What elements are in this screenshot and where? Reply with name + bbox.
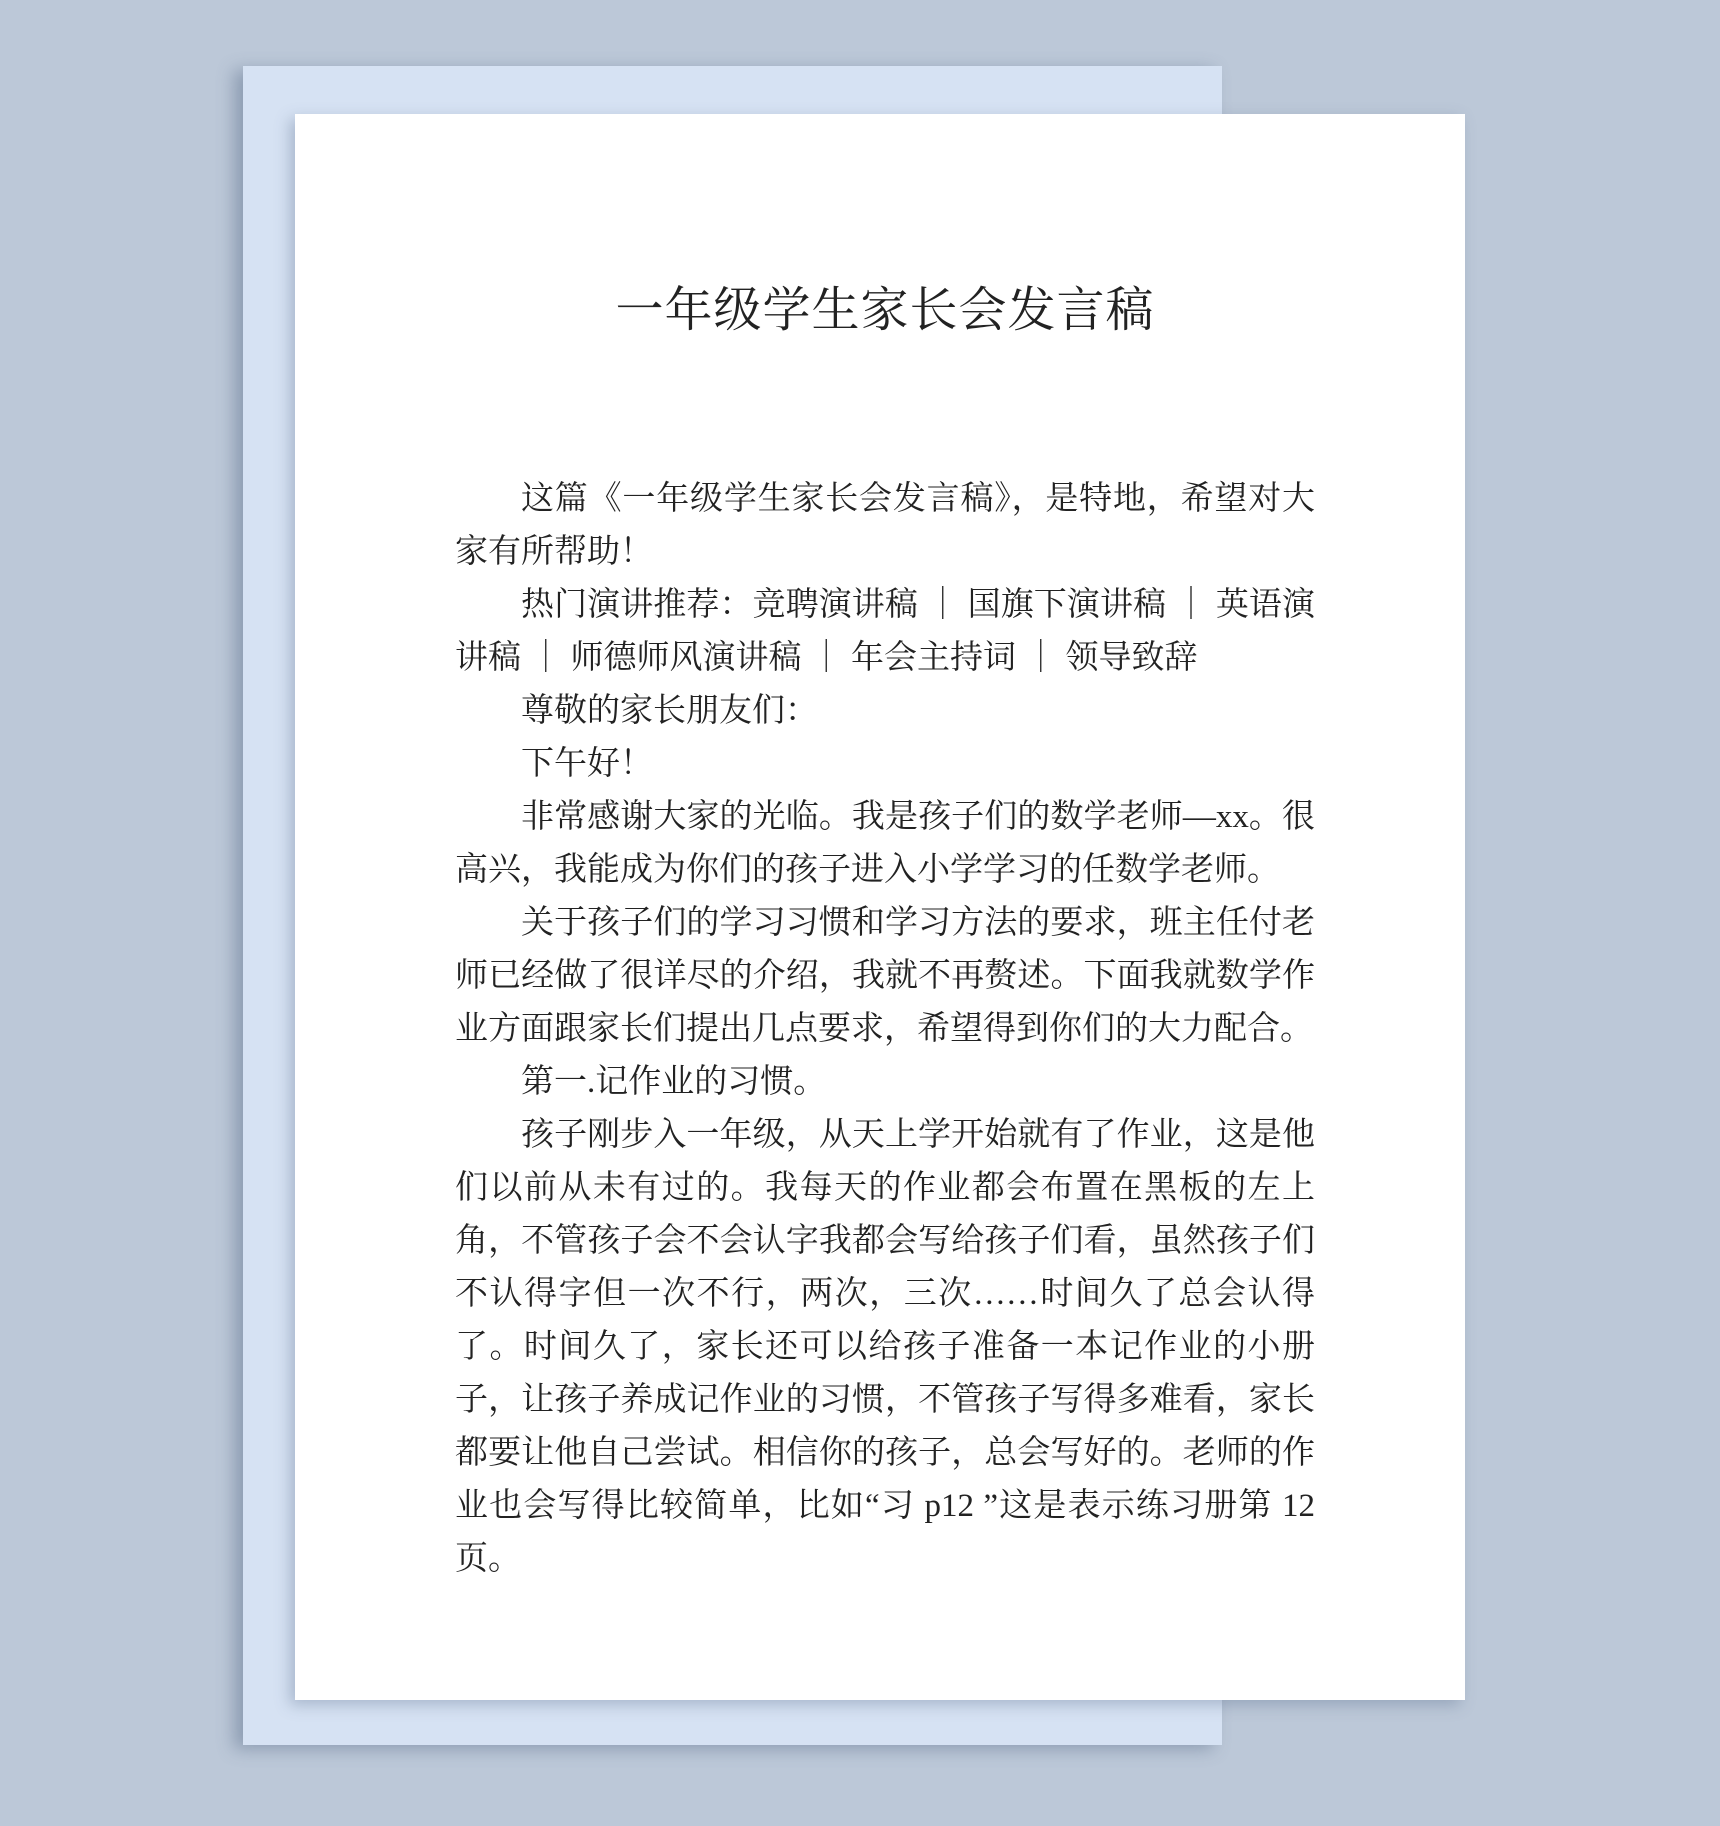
paragraph-homework-requirements: 关于孩子们的学习习惯和学习方法的要求，班主任付老师已经做了很详尽的介绍，我就不再赘述。下面我就数学作业方面跟家长们提出几点要求，希望得到你们的大力配合。: [455, 905, 1315, 1047]
paragraph-first-point-body: 孩子刚步入一年级，从天上学开始就有了作业，这是他们以前从未有过的。我每天的作业都会布置在黑板的左上角，不管孩子会不会认字我都会写给孩子们看，虽然孩子们不认得字但一次不行，两次，三次……时间久了总会认得了。时间久了，家长还可以给孩子准备一本记作业的小册子，让孩子养成记作业的习惯，不管孩子写得多难看，家长都要让他自己尝试。相信你的孩子，总会写好的。老师的作业也会写得比较简单，比如“习 p12 ”这是表示练习册第 12 页。: [455, 1117, 1315, 1577]
paragraph-first-point-heading: 第一.记作业的习惯。: [521, 1064, 827, 1100]
paragraph-salutation: 尊敬的家长朋友们：: [521, 693, 818, 729]
document-content: [295, 114, 1465, 1586]
paragraph-greeting: 下午好！: [521, 746, 653, 782]
document-page: [295, 114, 1465, 1700]
paragraph-self-introduction: 非常感谢大家的光临。我是孩子们的数学老师—xx。很高兴，我能成为你们的孩子进入小学学习的任数学老师。: [455, 799, 1315, 888]
paragraph-intro: 这篇《一年级学生家长会发言稿》，是特地，希望对大家有所帮助！: [455, 481, 1315, 570]
document-title: 一年级学生家长会发言稿: [615, 284, 1155, 337]
paragraph-recommendations: 热门演讲推荐：竞聘演讲稿 ｜ 国旗下演讲稿 ｜ 英语演讲稿 ｜ 师德师风演讲稿 ｜ 年会主持词 ｜ 领导致辞: [455, 587, 1315, 676]
